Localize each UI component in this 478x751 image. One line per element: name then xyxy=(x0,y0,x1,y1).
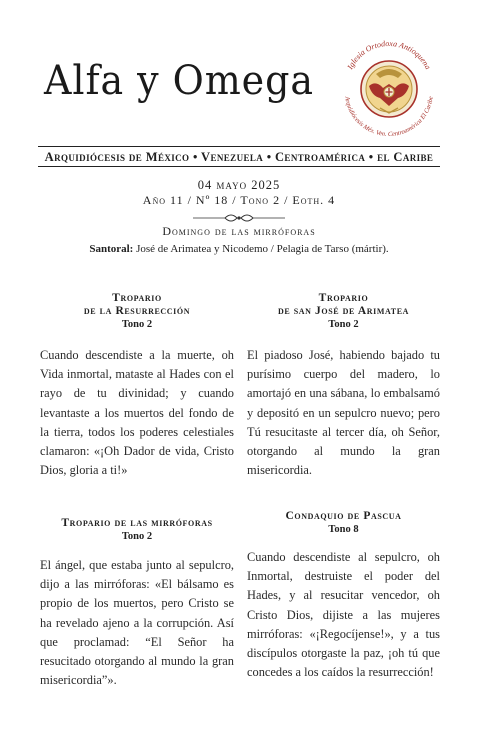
issue-date: 04 mayo 2025 xyxy=(197,178,281,192)
svg-text:Iglesia Ortodoxa Antioquena: Iglesia Ortodoxa Antioquena xyxy=(345,38,433,71)
section-title: Tropario xyxy=(318,292,369,304)
section-heading xyxy=(40,292,234,331)
section-title-second-line: de san José de Arimatea xyxy=(277,305,410,317)
santoral-line xyxy=(0,243,478,255)
ornament-divider-icon xyxy=(189,212,289,224)
masthead-rule-bottom xyxy=(38,166,440,167)
section-tone: Tono 2 xyxy=(121,531,153,542)
section-tone: Tono 2 xyxy=(328,319,359,330)
archdiocese-seal-icon xyxy=(336,34,442,140)
section-text: El piadoso José, habiendo bajado tu purísimo cuerpo del madero, lo amortajó en una sábana, lo embalsamó y depositó en un sepulcro nuevo; pero Tú resucitaste al tercer día, oh Señor, otorgando al mundo la gran misericordia. xyxy=(247,348,440,478)
archdiocese-subtitle: Arquidiócesis de México • Venezuela • Centroamérica • el Caribe xyxy=(44,150,434,164)
section-title: Tropario de las mirróforas xyxy=(61,517,213,529)
section-text: Cuando descendiste al sepulcro, oh Inmortal, destruiste el poder del Hades, y al resucitar vencedor, oh Cristo Dios, dijiste a las mujeres mirróforas: «¡Regocíjense!», y a tus discípulos otorgaste la paz, ¡oh tú que concedes a los caídos la resurrección! xyxy=(247,550,440,680)
section-tone: Tono 2 xyxy=(121,319,153,330)
section-title: Condaquio de Pascua xyxy=(285,510,402,522)
masthead-rule-top xyxy=(38,146,440,147)
section-heading xyxy=(247,292,440,331)
section-title-second-line: de la Resurrección xyxy=(83,305,191,317)
santoral-text: José de Arimatea y Nicodemo / Pelagia de Tarso (mártir). xyxy=(133,243,389,255)
section-title: Tropario xyxy=(112,292,162,304)
section-heading xyxy=(247,510,440,536)
section-text: Cuando descendiste a la muerte, oh Vida inmortal, mataste al Hades con el rayo de tu divinidad; y cuando levantaste a los muertos del fondo de la tierra, todos los poderes celestiales clamaron: «¡Oh Dador de vida, Cristo Dios, gloria a ti!» xyxy=(40,348,234,478)
masthead-title: Alfa y Omega xyxy=(44,58,315,104)
svg-text:Arquidiócesis Méx. Ven. Centro: Arquidiócesis Méx. Ven. Centroamérica El Caribe xyxy=(343,95,435,139)
section-heading xyxy=(40,517,234,543)
section-tone: Tono 8 xyxy=(328,524,359,535)
issue-info: Año 11 / Nº 18 / Tono 2 / Eoth. 4 xyxy=(142,193,336,207)
section-text: El ángel, que estaba junto al sepulcro, dijo a las mirróforas: «El bálsamo es propio de los muertos, pero Cristo se ha revelado ajeno a la corrupción. Así que proclamad: “El Señor ha resucitado otorgando al mundo la gran misericordia”». xyxy=(40,558,234,688)
santoral-label: Santoral: xyxy=(89,243,134,255)
sunday-name: Domingo de las mirróforas xyxy=(162,224,316,238)
